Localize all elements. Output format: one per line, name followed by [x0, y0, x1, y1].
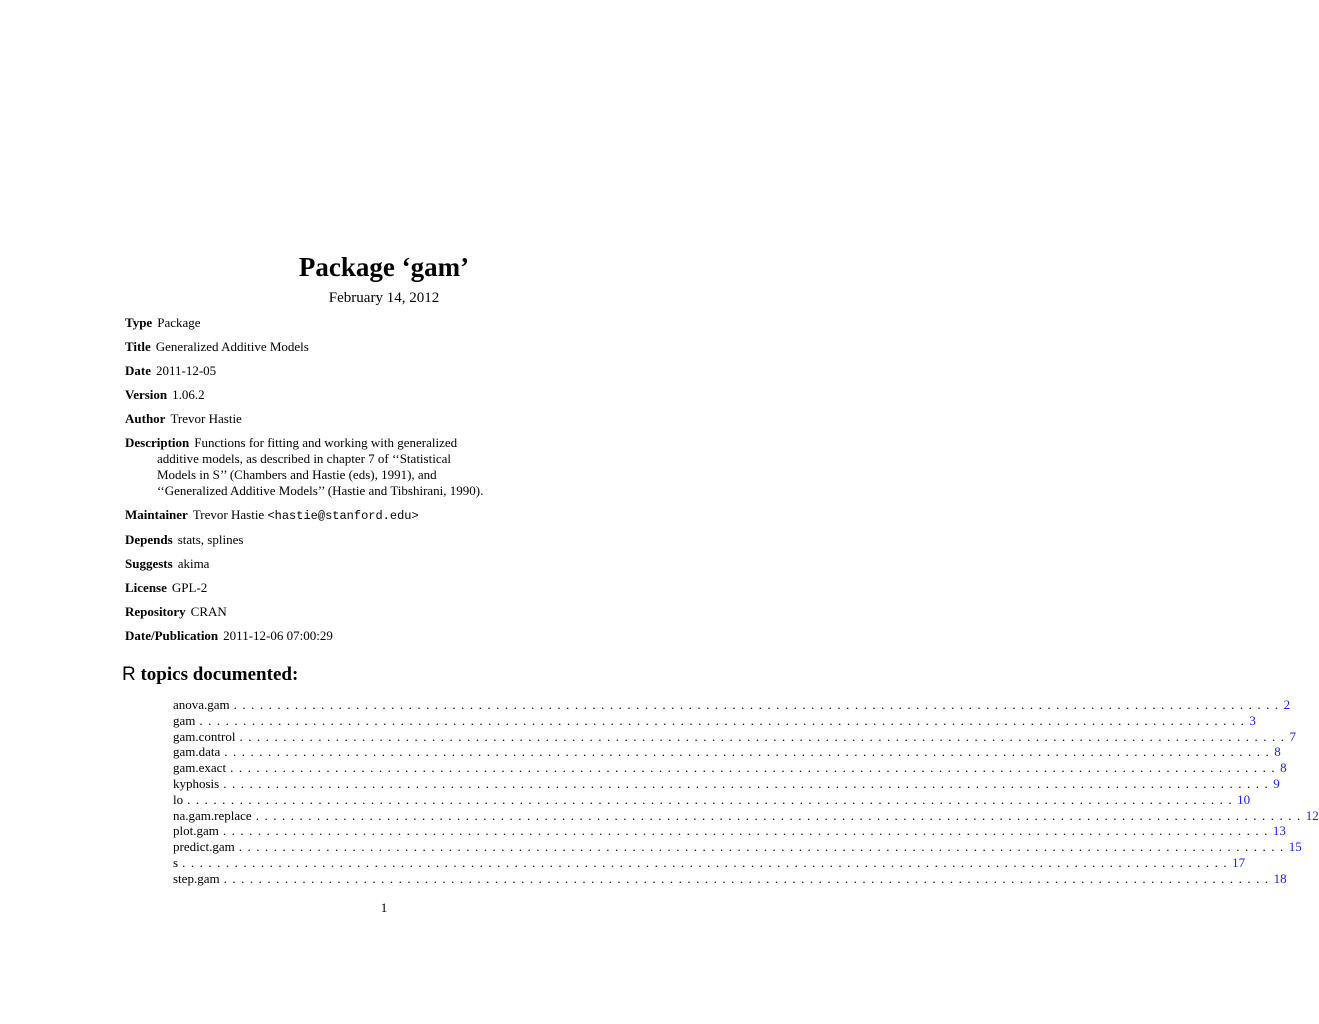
field-value: CRAN [190, 604, 227, 619]
toc-entry-name: plot.gam [173, 823, 219, 839]
toc-leader-dots: ........................................................................................................................ [233, 697, 1284, 712]
toc-entry-name: gam.control [173, 728, 236, 744]
toc-row[interactable] [173, 807, 1319, 824]
toc-entry-name: lo [173, 791, 184, 807]
toc-leader-dots: ........................................................................................................................ [224, 744, 1275, 760]
toc-row[interactable] [173, 775, 1280, 792]
toc-leader-dots: ........................................................................................................................ [222, 823, 1273, 839]
field-description [125, 435, 645, 499]
toc-row[interactable] [173, 823, 1286, 839]
page-date: February 14, 2012 [328, 290, 440, 306]
description-line: Functions for fitting and working with generalized [194, 435, 458, 450]
field-license [125, 580, 645, 596]
toc-entry-name: gam.data [173, 744, 221, 760]
field-repository [125, 604, 645, 620]
toc-page-link[interactable]: 18 [1273, 870, 1287, 886]
toc-leader-dots: ........................................................................................................................ [182, 854, 1233, 870]
page-title: Package ‘gam’ [298, 252, 470, 282]
toc-page-link[interactable]: 13 [1272, 823, 1286, 839]
toc-leader-dots: ........................................................................................................................ [223, 870, 1274, 886]
toc-page-link[interactable]: 15 [1288, 839, 1302, 855]
toc-row[interactable] [173, 870, 1287, 887]
topics-heading [122, 664, 298, 686]
field-label: Description [125, 435, 190, 450]
toc-leader-dots: ........................................................................................................................ [187, 791, 1238, 807]
field-maintainer [125, 507, 645, 524]
field-suggests [125, 556, 645, 572]
toc-entry-name: anova.gam [173, 697, 230, 712]
maintainer-name: Trevor Hastie [192, 507, 265, 522]
field-value: GPL-2 [171, 580, 208, 595]
field-label: Maintainer [125, 507, 188, 522]
toc-row[interactable] [173, 854, 1246, 871]
toc-page-link[interactable]: 9 [1273, 775, 1280, 791]
toc-leader-dots: ........................................................................................................................ [239, 728, 1290, 744]
field-value: Package [157, 315, 201, 330]
field-value: akima [177, 556, 210, 571]
field-depends [125, 532, 645, 548]
field-label: Date [125, 363, 151, 378]
toc-row[interactable] [173, 697, 1291, 713]
field-type [125, 315, 645, 331]
field-value: Trevor Hastie [170, 411, 242, 426]
field-value: Generalized Additive Models [155, 339, 309, 354]
field-label: Date/Publication [125, 628, 219, 643]
toc-row[interactable] [173, 839, 1302, 855]
field-label: Author [125, 411, 166, 426]
field-label: License [125, 580, 167, 595]
page-number: 1 [380, 900, 388, 915]
toc-page-link[interactable]: 2 [1283, 697, 1291, 712]
field-date [125, 363, 645, 379]
toc-page-link[interactable]: 3 [1249, 712, 1256, 728]
toc-page-link[interactable]: 17 [1232, 854, 1246, 870]
toc-page-link[interactable]: 10 [1237, 791, 1251, 807]
toc-entry-name: step.gam [173, 870, 220, 886]
field-label: Suggests [125, 556, 173, 571]
toc-page-link[interactable]: 12 [1305, 807, 1319, 823]
field-label: Type [125, 315, 153, 330]
description-line: additive models, as described in chapter 7 of ‘‘Statistical [157, 451, 451, 466]
topics-heading-text: topics documented: [140, 664, 299, 685]
field-value: stats, splines [177, 532, 244, 547]
toc-entry-name: gam.exact [173, 760, 227, 776]
toc-page-link[interactable]: 8 [1274, 744, 1281, 760]
field-author [125, 411, 645, 427]
field-publication [125, 628, 645, 644]
r-glyph: R [122, 664, 136, 685]
toc-page-link[interactable]: 7 [1289, 728, 1296, 744]
toc-page-link[interactable]: 8 [1280, 760, 1287, 776]
description-line: ‘‘Generalized Additive Models’’ (Hastie and Tibshirani, 1990). [157, 483, 484, 498]
toc-row[interactable] [173, 744, 1281, 760]
description-fields [125, 315, 645, 652]
toc-entry-name: predict.gam [173, 839, 235, 855]
maintainer-email: <hastie@stanford.edu> [267, 509, 419, 523]
toc-entry-name: kyphosis [173, 775, 220, 791]
table-of-contents [173, 697, 1319, 887]
toc-row[interactable] [173, 760, 1287, 776]
toc-entry-name: na.gam.replace [173, 807, 252, 823]
toc-row[interactable] [173, 728, 1296, 745]
toc-entry-name: s [173, 854, 179, 870]
toc-leader-dots: ........................................................................................................................ [223, 775, 1274, 791]
field-value: 2011-12-05 [156, 363, 217, 378]
field-version [125, 387, 645, 403]
toc-leader-dots: ........................................................................................................................ [238, 839, 1289, 855]
field-label: Repository [125, 604, 186, 619]
description-line: Models in S’’ (Chambers and Hastie (eds), 1991), and [157, 467, 437, 482]
field-label: Version [125, 387, 168, 402]
toc-leader-dots: ........................................................................................................................ [255, 807, 1306, 823]
field-label: Depends [125, 532, 173, 547]
toc-entry-name: gam [173, 712, 196, 728]
toc-leader-dots: ........................................................................................................................ [199, 712, 1250, 728]
field-title [125, 339, 645, 355]
field-value: 2011-12-06 07:00:29 [223, 628, 333, 643]
field-value: 1.06.2 [172, 387, 205, 402]
toc-row[interactable] [173, 791, 1251, 808]
toc-row[interactable] [173, 712, 1256, 729]
field-label: Title [125, 339, 151, 354]
toc-leader-dots: ........................................................................................................................ [230, 760, 1281, 776]
